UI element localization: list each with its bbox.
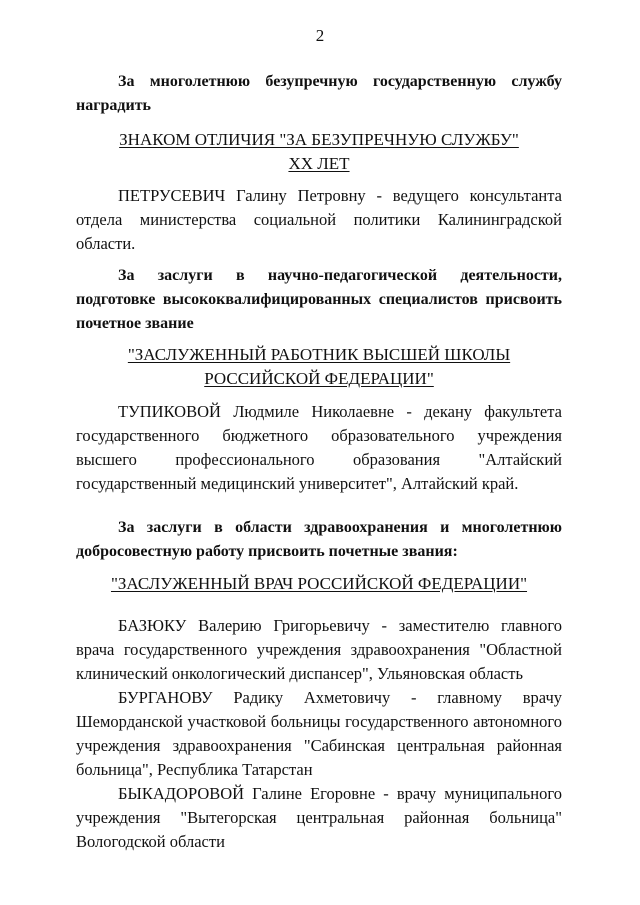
award-title-line: РОССИЙСКОЙ ФЕДЕРАЦИИ" bbox=[204, 369, 434, 388]
award-title-line: XX ЛЕТ bbox=[288, 154, 350, 173]
section-intro: За заслуги в научно-педагогической деятельности, подготовке высококвалифицированных специалистов присвоить почетное звание bbox=[76, 267, 562, 332]
section-honored-doctor bbox=[76, 516, 562, 564]
award-title-line: "ЗАСЛУЖЕННЫЙ РАБОТНИК ВЫСШЕЙ ШКОЛЫ bbox=[127, 345, 511, 364]
section-intro: За многолетнюю безупречную государственную службу наградить bbox=[76, 73, 562, 114]
person-list bbox=[76, 614, 562, 854]
section-honored-higher-school bbox=[76, 264, 562, 336]
award-title-doctor bbox=[76, 572, 562, 596]
award-title bbox=[76, 343, 562, 391]
person-entry: ПЕТРУСЕВИЧ Галину Петровну - ведущего консультанта отдела министерства социальной политики Калининградской области. bbox=[76, 186, 562, 253]
section-intro: За заслуги в области здравоохранения и многолетнюю добросовестную работу присвоить почетные звания: bbox=[76, 519, 562, 560]
award-title bbox=[76, 572, 562, 596]
person-list bbox=[76, 400, 562, 496]
person-list bbox=[76, 184, 562, 256]
award-title-line: "ЗАСЛУЖЕННЫЙ ВРАЧ РОССИЙСКОЙ ФЕДЕРАЦИИ" bbox=[110, 574, 528, 593]
award-title-line: ЗНАКОМ ОТЛИЧИЯ "ЗА БЕЗУПРЕЧНУЮ СЛУЖБУ" bbox=[119, 130, 519, 149]
section-award-badge bbox=[76, 70, 562, 118]
award-title bbox=[76, 128, 562, 176]
person-entry: БЫКАДОРОВОЙ Галине Егоровне - врачу муниципального учреждения "Вытегорская центральная районная больница" Вологодской области bbox=[76, 784, 562, 851]
award-title-badge bbox=[76, 128, 562, 176]
award-title-higher-school bbox=[76, 343, 562, 391]
person-entry: ТУПИКОВОЙ Людмиле Николаевне - декану факультета государственного бюджетного образовательного учреждения высшего профессионального образования "Алтайский государственный медицинский университет", Алтайский край. bbox=[76, 402, 562, 493]
page-number: 2 bbox=[315, 26, 325, 45]
person-entry: БУРГАНОВУ Радику Ахметовичу - главному врачу Шеморданской участковой больницы государственного автономного учреждения здравоохранения "Сабинская центральная районная больница", Республика Татарстан bbox=[76, 688, 562, 779]
person-entry: БАЗЮКУ Валерию Григорьевичу - заместителю главного врача государственного учреждения здравоохранения "Областной клинический онкологический диспансер", Ульяновская область bbox=[76, 616, 562, 683]
